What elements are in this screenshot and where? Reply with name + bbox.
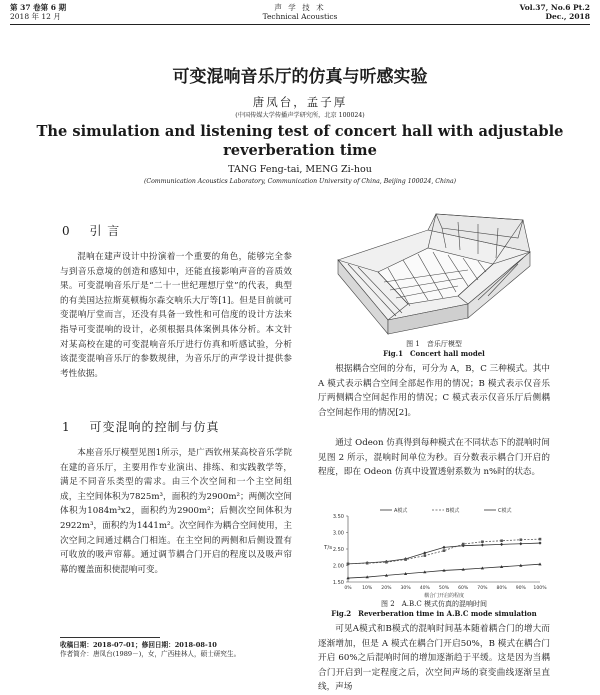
data-point	[538, 541, 541, 544]
x-tick-label: 70%	[477, 586, 488, 591]
figure-1-caption-en: Fig.1 Concert hall model	[383, 349, 485, 358]
data-point	[404, 558, 407, 561]
data-point	[520, 538, 523, 541]
odeon-paragraph: 通过 Odeon 仿真得到每种模式在不同状态下的混响时间见图 2 所示，混响时间单位为秒。百分数表示耦合门开启的程度，即在 Odeon 仿真中设置透射系数为 n%时的状态。	[318, 438, 550, 478]
footnote-author: 作者简介：唐凤台(1989－)，女，广西桂林人，硕士研究生。	[60, 650, 241, 658]
data-point	[347, 563, 350, 566]
figure-2-chart	[318, 504, 550, 600]
data-point	[539, 538, 542, 541]
intro-paragraph: 混响在建声设计中扮演着一个重要的角色，能够完全参与到音乐意境的创造和感知中，还能直接影响声音的音质效果。可变混响音乐厅是“二十一世纪理想厅堂”的代表，典型的有美国达拉斯莫顿梅尔森交响乐大厅等[1]。但是目前就可变混响厅堂而言，还没有具备一致性和可信度的设计方法来指导可变混响的设计，必须根据具体案例具体分析。本文针对某高校在建的可变混响音乐厅进行仿真和听感试验，分析该混变混响音乐厅的参数规律，为音乐厅的声学设计提供参考性依据。	[60, 252, 292, 379]
data-point	[366, 562, 369, 565]
x-tick-label: 10%	[362, 586, 373, 591]
affiliation-en: (Communication Acoustics Laboratory, Communication University of China, Beijing 100024, China)	[143, 178, 457, 185]
section-0-heading	[62, 222, 120, 239]
issue-line: Vol.37, No.6 Pt.2	[519, 3, 590, 12]
title-cn: 可变混响音乐厅的仿真与听感实验	[172, 67, 428, 87]
data-point	[481, 543, 484, 546]
x-tick-label: 0%	[344, 586, 352, 591]
volume-line: 第 37 卷第 6 期	[10, 3, 67, 12]
y-tick-label: 2.50	[332, 547, 344, 553]
y-axis-label: T/s	[324, 545, 333, 551]
footnotes	[60, 641, 300, 659]
section-1-heading	[62, 418, 219, 435]
x-axis-label: 耦合门开启的程度	[423, 593, 465, 599]
affiliation-cn: (中国传媒大学传播声学研究所，北京 100024)	[235, 112, 365, 119]
data-point	[519, 542, 522, 545]
issue-date-line: Dec., 2018	[545, 12, 590, 21]
figure-1-caption-cn: 图 1 音乐厅模型	[406, 340, 462, 348]
x-tick-label: 40%	[419, 586, 430, 591]
y-tick-label: 3.50	[332, 514, 344, 520]
figure-2-caption-cn: 图 2 A.B.C 模式仿真的混响时间	[381, 600, 487, 608]
section-1-paragraph: 本座音乐厅模型见图1所示，是广西钦州某高校音乐学院在建的音乐厅，主要用作专业演出、排练、和实践教学等，满足不同音乐类型的需求。由三个次空间和一个主空间组成，主空间体积为7825m³，面积约为2900m²；两侧次空间体积为1084m³x2，面积约为2900m²；后侧次空间体积为2922m³，面积约为1441m²。次空间作为耦合空间使用，主次空间之间通过耦合门相连。在主空间的两侧和后侧设置有可收放的吸声帘幕。通过调节耦合门开启的程度以及吸声帘幕的覆盖面积使混响可变。	[60, 448, 292, 575]
journal-issue	[520, 3, 590, 21]
x-tick-label: 50%	[438, 586, 450, 591]
journal-title	[220, 3, 380, 21]
y-tick-label: 2.00	[332, 563, 344, 570]
figure-1-image	[318, 212, 550, 336]
data-point	[481, 540, 484, 543]
legend-label-3: C模式	[498, 508, 512, 514]
x-tick-label: 80%	[496, 586, 507, 591]
data-point	[500, 543, 503, 546]
legend-label-1: A模式	[394, 508, 408, 514]
concert-hall-model-drawing	[318, 212, 550, 336]
footnote-received: 收稿日期：2018-07-01；修回日期：2018-08-10	[60, 641, 217, 649]
x-tick-label: 100%	[533, 586, 547, 591]
journal-volume	[10, 3, 66, 21]
date-line: 2018 年 12 月	[10, 12, 61, 21]
section-0-title: 引 言	[89, 224, 121, 238]
authors-en: TANG Feng-tai, MENG Zi-hou	[228, 164, 372, 175]
data-point	[423, 551, 426, 554]
reverberation-line-chart	[318, 504, 550, 600]
data-point	[443, 549, 446, 552]
y-tick-label: 1.50	[332, 580, 344, 586]
figure-2-caption	[318, 600, 550, 618]
analysis-paragraph: 可见A模式和B模式的混响时间基本随着耦合门的增大而逐渐增加，但是 A 模式在耦合门开启50%，B 模式在耦合门开启 60%之后混响时间的增加逐渐趋于平缓。这是因为当耦合门开启到一定程度之后，次空间声场的衰变曲线逐渐呈直线，声场	[318, 624, 550, 693]
footnote-rule	[60, 637, 160, 638]
data-point	[462, 543, 465, 546]
title-en-line2: reverberation time	[223, 142, 377, 159]
data-point	[424, 554, 427, 557]
journal-name-en: Technical Acoustics	[262, 12, 338, 21]
title-en-line1: The simulation and listening test of concert hall with adjustable	[36, 123, 564, 140]
data-point	[385, 561, 388, 564]
title-en	[0, 122, 600, 160]
x-tick-label: 60%	[458, 586, 469, 591]
data-point	[442, 546, 445, 549]
legend-label-2: B模式	[446, 508, 460, 514]
journal-name-cn: 声 学 技 术	[274, 3, 326, 12]
modes-paragraph: 根据耦合空间的分布，可分为 A，B，C 三种模式。其中 A 模式表示耦合空间全部起作用的情况；B 模式表示仅音乐厅两侧耦合空间起作用的情况；C 模式表示仅音乐厅后侧耦合空间起作用的情况[2]。	[318, 364, 550, 418]
section-1-title: 可变混响的控制与仿真	[89, 420, 220, 434]
figure-2-caption-en: Fig.2 Reverberation time in A.B.C mode simulation	[331, 609, 537, 618]
y-tick-label: 3.00	[332, 530, 344, 537]
figure-1-caption	[318, 340, 550, 358]
authors-cn: 唐凤台，孟子厚	[252, 95, 348, 109]
header-rule	[10, 24, 590, 25]
x-tick-label: 90%	[515, 586, 526, 591]
x-tick-label: 30%	[400, 586, 411, 591]
data-point	[500, 539, 503, 542]
section-0-number: 0	[62, 224, 71, 238]
section-1-number: 1	[62, 420, 71, 434]
x-tick-label: 20%	[381, 586, 392, 591]
